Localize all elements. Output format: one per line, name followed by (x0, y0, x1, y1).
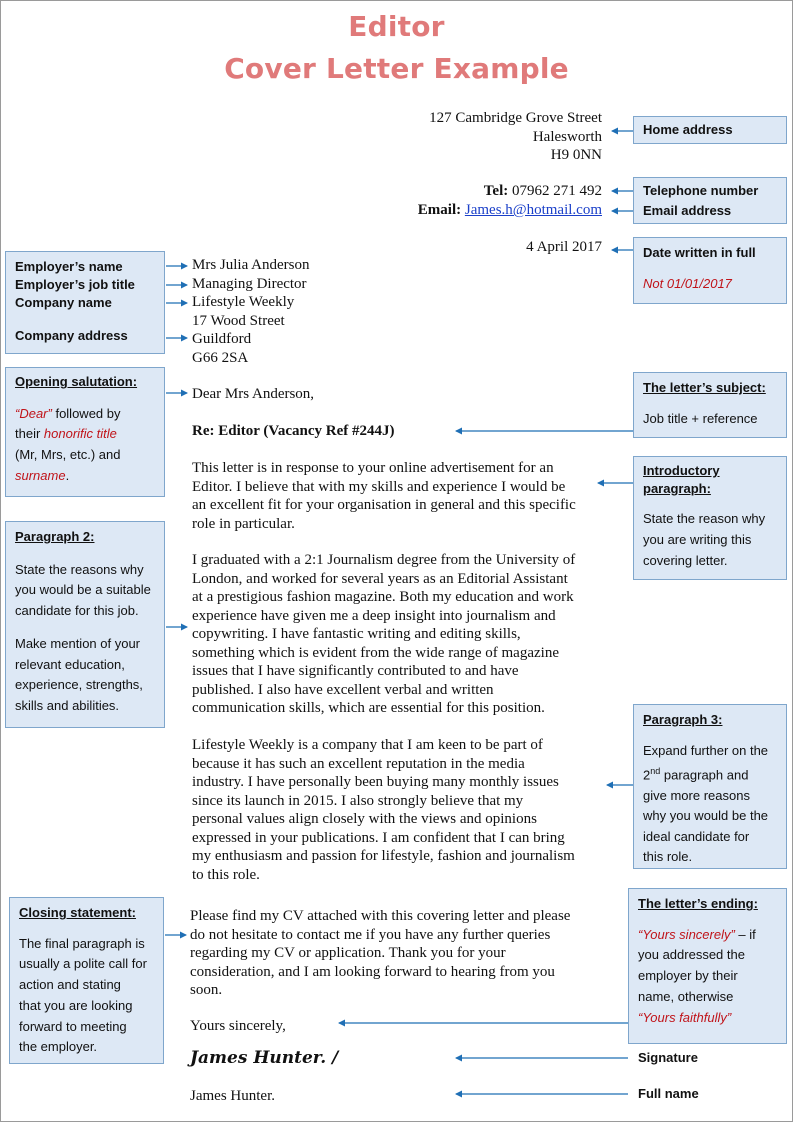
annotation-text: employer by their (638, 968, 738, 984)
recipient-block (192, 256, 392, 367)
annotation-label: The letter’s ending: (638, 896, 758, 911)
annotation-text: State the reasons why (15, 561, 144, 577)
text-line: Lifestyle Weekly is a company that I am keen to be part of (192, 737, 543, 753)
text-line: something which is evident from the wide range of magazine (192, 644, 559, 661)
text-line: since its launch in 2015. I also strongly believe that my (192, 792, 524, 809)
text-line: soon. (190, 982, 223, 998)
annotation-label: Telephone number (643, 183, 759, 198)
text-line: do not hesitate to contact me if you have any further queries (190, 926, 551, 943)
letter-date: 4 April 2017 (526, 239, 602, 255)
annotation-text: paragraph and (660, 767, 749, 783)
annotation-note: Not 01/01/2017 (643, 276, 732, 291)
annotation-home-address (633, 116, 787, 144)
annotation-text: why you would be the (643, 808, 769, 824)
annotation-date (633, 237, 787, 304)
annotation-employer (5, 251, 165, 354)
signature: James Hunter. / (190, 1048, 339, 1068)
annotation-opening (5, 367, 165, 497)
full-name-label: Full name (638, 1086, 699, 1101)
recipient-line: Managing Director (192, 275, 307, 292)
annotation-label: The letter’s subject: (643, 380, 766, 395)
annotation-text: experience, strengths, (15, 677, 143, 692)
annotation-label: Employer’s name (15, 259, 123, 274)
annotation-text: this role. (643, 849, 693, 865)
text-line: Please find my CV attached with this covering letter and please (190, 908, 571, 924)
annotation-label: Closing statement: (19, 905, 137, 920)
annotation-text: you addressed the (638, 947, 745, 963)
annotation-label: paragraph: (643, 481, 711, 496)
paragraph-2 (192, 551, 612, 718)
superscript: nd (650, 766, 661, 776)
annotation-label: Date written in full (643, 245, 756, 260)
annotation-label: Opening salutation: (15, 374, 138, 389)
subject-line: Re: Editor (Vacancy Ref #244J) (192, 423, 395, 439)
annotation-text (643, 761, 777, 786)
text-line: industry. I have personally been buying many monthly issues (192, 774, 559, 790)
annotation-label: Home address (643, 122, 733, 137)
annotation-note: “Yours sincerely” (638, 926, 735, 942)
page-title: Editor (348, 10, 445, 43)
annotation-text: the employer. (19, 1039, 98, 1055)
text-line: regarding my CV or application. Thank you for your (190, 945, 506, 961)
recipient-line: Lifestyle Weekly (192, 294, 295, 310)
email-link[interactable]: James.h@hotmail.com (464, 202, 602, 218)
annotation-text: action and stating (19, 977, 121, 993)
annotation-contact (633, 177, 787, 224)
text-line: an excellent fit for your organisation in general and this specific (192, 497, 576, 513)
annotation-label: Introductory (643, 463, 720, 478)
annotation-text: skills and abilities. (15, 697, 120, 713)
text-line: at a prestigious fashion magazine. Both my education and work (192, 589, 574, 605)
salutation: Dear Mrs Anderson, (192, 386, 315, 402)
annotation-text: that you are looking (19, 997, 133, 1013)
annotation-text: . (65, 467, 70, 483)
text-line: I graduated with a 2:1 Journalism degree from the University of (192, 552, 576, 568)
recipient-line: Mrs Julia Anderson (192, 257, 310, 273)
tel-label: Tel: (483, 183, 509, 199)
tel-value: 07962 271 492 (508, 183, 602, 199)
text-line: Editor. I believe that with my skills and experience I would be (192, 478, 566, 495)
text-line: personal values align closely with the views and opinions (192, 811, 537, 827)
address-line: Halesworth (532, 128, 602, 145)
annotation-label: Company address (15, 328, 128, 343)
recipient-line: 17 Wood Street (192, 312, 285, 329)
annotation-note: surname (15, 467, 66, 483)
email-label: Email: (417, 202, 462, 218)
page-subtitle: Cover Letter Example (224, 52, 569, 85)
annotation-label: Company name (15, 295, 112, 310)
annotation-note: “Dear” (15, 405, 52, 421)
annotation-text: you are writing this (643, 532, 752, 547)
text-line: published. I also have excellent verbal and written (192, 681, 494, 698)
address-line: 127 Cambridge Grove Street (429, 110, 602, 126)
annotation-paragraph-3 (633, 704, 787, 869)
annotation-paragraph-2 (5, 521, 165, 728)
annotation-ending (628, 888, 787, 1044)
text-line: because it has such an excellent reputation in the media (192, 755, 525, 772)
annotation-text: ideal candidate for (643, 828, 750, 844)
signature-label: Signature (638, 1050, 698, 1065)
annotation-text: give more reasons (643, 787, 750, 803)
text-line: This letter is in response to your online advertisement for an (192, 460, 554, 476)
annotation-label: Email address (643, 203, 732, 218)
annotation-label: Paragraph 2: (15, 529, 95, 544)
annotation-text: covering letter. (643, 553, 728, 568)
sender-telephone (360, 182, 602, 201)
paragraph-4 (190, 907, 610, 1000)
annotation-text: – if (734, 926, 756, 942)
text-line: issues that I have significantly contributed to and have (192, 663, 519, 679)
annotation-label: Paragraph 3: (643, 712, 723, 727)
annotation-text: Expand further on the (643, 742, 769, 758)
annotation-introductory (633, 456, 787, 580)
annotation-text: relevant education, (15, 656, 125, 672)
annotation-text: usually a polite call for (19, 956, 147, 972)
annotation-text: 2 (643, 767, 651, 783)
text-line: to this role. (192, 866, 260, 883)
annotation-note: “Yours faithfully” (638, 1009, 732, 1025)
text-line: London, and worked for several years as an Editorial Assistant (192, 570, 568, 587)
annotation-text: State the reason why (643, 511, 766, 526)
annotation-text: Job title + reference (643, 411, 758, 426)
annotation-text: name, otherwise (638, 988, 734, 1004)
text-line: my enthusiasm and passion for lifestyle, fashion and journalism (192, 848, 575, 864)
text-line: communication skills, which are essential for this position. (192, 700, 545, 716)
text-line: copywriting. I have fantastic writing and editing skills, (192, 626, 521, 642)
annotation-text: (Mr, Mrs, etc.) and (15, 447, 121, 463)
paragraph-1 (192, 459, 612, 533)
paragraph-3 (192, 736, 612, 884)
annotation-text: candidate for this job. (15, 602, 139, 618)
sender-email (300, 201, 602, 220)
annotation-subject (633, 372, 787, 438)
annotation-text: The final paragraph is (19, 935, 145, 951)
recipient-line: Guildford (192, 331, 252, 347)
annotation-text: their (15, 426, 44, 442)
annotation-text: followed by (51, 405, 121, 421)
text-line: expressed in your publications. I am confident that I can bring (192, 829, 565, 846)
annotation-text: Make mention of your (15, 636, 141, 651)
annotation-closing (9, 897, 164, 1064)
annotation-label: Employer’s job title (15, 277, 135, 292)
address-line: H9 0NN (550, 147, 602, 163)
text-line: experience have given me a deep insight into journalism and (192, 607, 556, 624)
text-line: role in particular. (192, 515, 295, 532)
text-line: consideration, and I am looking forward to hearing from you (190, 963, 555, 980)
recipient-line: G66 2SA (192, 349, 249, 366)
annotation-note: honorific title (43, 426, 117, 442)
full-name: James Hunter. (190, 1088, 275, 1104)
closing-line: Yours sincerely, (190, 1018, 286, 1034)
annotation-text: forward to meeting (19, 1018, 127, 1034)
annotation-text: you would be a suitable (15, 582, 151, 597)
sender-address (360, 109, 602, 165)
